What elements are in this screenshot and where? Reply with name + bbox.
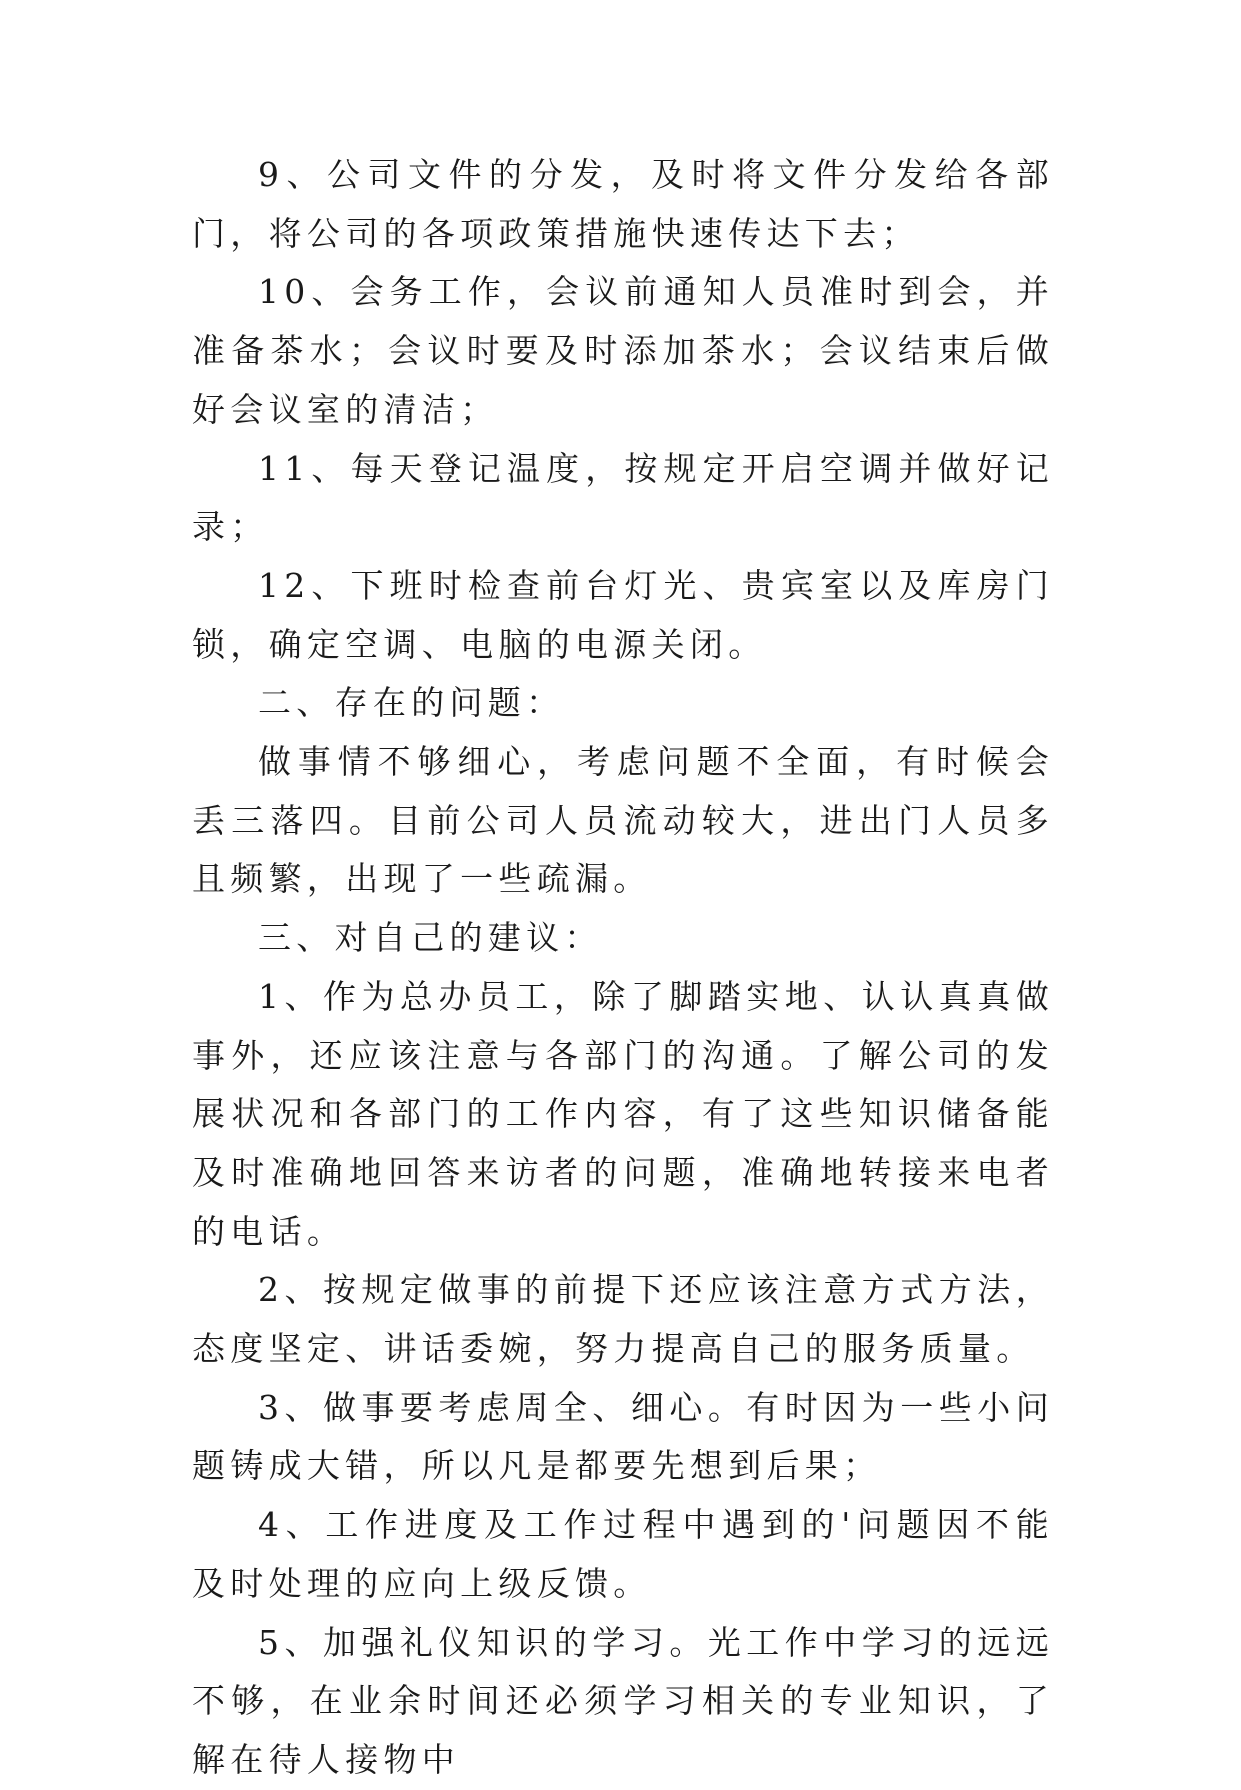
paragraph-suggestion-4: 4、工作进度及工作过程中遇到的'问题因不能及时处理的应向上级反馈。: [192, 1505, 1054, 1603]
paragraph-suggestion-2: 2、按规定做事的前提下还应该注意方式方法，态度坚定、讲话委婉，努力提高自己的服务质量。: [192, 1270, 1054, 1369]
paragraph-item-10: 10、会务工作，会议前通知人员准时到会，并准备茶水；会议时要及时添加茶水；会议结束后做好会议室的清洁；: [192, 272, 1054, 429]
paragraph-item-9: 9、公司文件的分发，及时将文件分发给各部门，将公司的各项政策措施快速传达下去；: [192, 155, 1054, 253]
section-heading-problems: 二、存在的问题：: [258, 683, 565, 723]
document-page: [192, 146, 1054, 1790]
paragraph-suggestion-1: 1、作为总办员工，除了脚踏实地、认认真真做事外，还应该注意与各部门的沟通。了解公司的发展状况和各部门的工作内容，有了这些知识储备能及时准确地回答来访者的问题，准确地转接来电者的电话。: [192, 976, 1054, 1251]
paragraph-item-11: 11、每天登记温度，按规定开启空调并做好记录；: [192, 448, 1054, 547]
paragraph-suggestion-3: 3、做事要考虑周全、细心。有时因为一些小问题铸成大错，所以凡是都要先想到后果；: [192, 1387, 1054, 1486]
paragraph-item-12: 12、下班时检查前台灯光、贵宾室以及库房门锁，确定空调、电脑的电源关闭。: [192, 565, 1054, 664]
paragraph-suggestion-5: 5、加强礼仪知识的学习。光工作中学习的远远不够，在业余时间还必须学习相关的专业知识，了解在待人接物中: [192, 1622, 1054, 1779]
paragraph-problems: 做事情不够细心，考虑问题不全面，有时候会丢三落四。目前公司人员流动较大，进出门人员多且频繁，出现了一些疏漏。: [192, 742, 1054, 899]
section-heading-suggestions: 三、对自己的建议：: [258, 918, 603, 958]
